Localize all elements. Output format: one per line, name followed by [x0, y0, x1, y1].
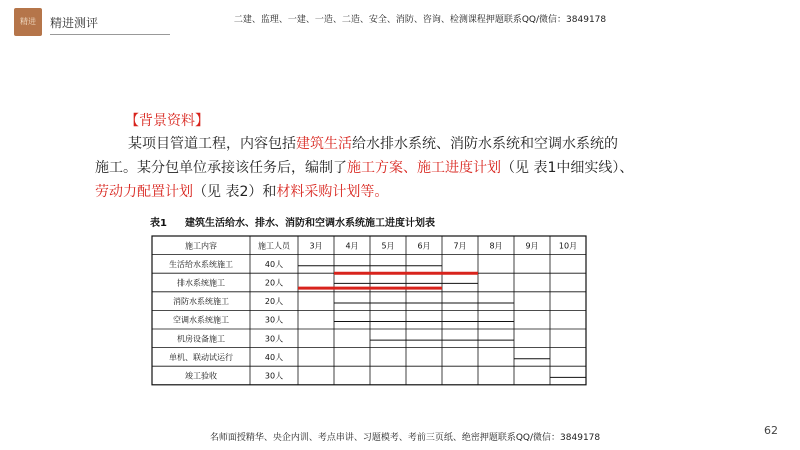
header-month: 6月 [417, 241, 431, 251]
text-span: （见 表1中细实线）、 [501, 160, 634, 176]
task-cell: 生活给水系统施工 [169, 259, 233, 269]
logo-text: 精进 [20, 17, 36, 26]
task-cell: 竣工验收 [185, 371, 217, 381]
header-divider [50, 34, 170, 35]
header-month: 8月 [489, 241, 503, 251]
table-caption: 建筑生活给水、排水、消防和空调水系统施工进度计划表 [184, 218, 435, 229]
header-month: 10月 [558, 241, 578, 251]
text-span: 某项目管道工程，内容包括 [128, 136, 296, 152]
header-month: 4月 [345, 241, 359, 251]
brand-logo [14, 8, 42, 36]
brand-name: 精进测评 [50, 16, 99, 30]
table-number: 表1 [150, 218, 167, 229]
highlight-span: 材料采购计划等。 [276, 184, 389, 200]
text-span: （见 表2）和 [193, 184, 277, 200]
highlight-span: 施工方案、施工进度计划 [347, 160, 501, 176]
paragraph-line-1 [95, 132, 695, 156]
staff-cell: 30人 [264, 315, 284, 325]
table-title [150, 214, 630, 229]
page-header [0, 0, 800, 44]
header-month: 9月 [525, 241, 539, 251]
task-cell: 空调水系统施工 [173, 315, 229, 325]
staff-cell: 40人 [264, 352, 284, 362]
header-month: 7月 [453, 241, 467, 251]
section-heading: 【背景资料】 [125, 113, 209, 129]
highlight-span: 劳动力配置计划 [95, 184, 193, 200]
staff-cell: 30人 [264, 371, 284, 381]
text-span: 施工。某分包单位承接该任务后，编制了 [95, 160, 347, 176]
header-month: 3月 [309, 241, 323, 251]
page-number: 62 [764, 424, 778, 437]
task-cell: 单机、联动试运行 [169, 352, 233, 362]
header-month: 5月 [381, 241, 395, 251]
schedule-table [150, 234, 590, 394]
task-cell: 消防水系统施工 [173, 297, 229, 307]
task-cell: 排水系统施工 [177, 278, 225, 288]
staff-cell: 20人 [264, 297, 284, 307]
contact-banner: 二建、监理、一建、一造、二造、安全、消防、咨询、检测课程押题联系QQ/微信：3849178 [233, 15, 607, 25]
staff-cell: 40人 [264, 259, 284, 269]
highlight-span: 建筑生活 [296, 136, 352, 152]
staff-cell: 20人 [264, 278, 284, 288]
footer-banner: 名师面授精华、央企内训、考点串讲、习题模考、考前三页纸、绝密押题联系QQ/微信：3849178 [209, 433, 601, 443]
header-staff: 施工人员 [258, 241, 290, 251]
background-paragraph [95, 132, 695, 204]
header-task: 施工内容 [185, 241, 217, 251]
staff-cell: 30人 [264, 334, 284, 344]
paragraph-line-2 [95, 156, 695, 180]
task-cell: 机房设备施工 [177, 334, 225, 344]
text-span: 给水排水系统、消防水系统和空调水系统的 [352, 136, 618, 152]
paragraph-line-3 [95, 180, 695, 204]
